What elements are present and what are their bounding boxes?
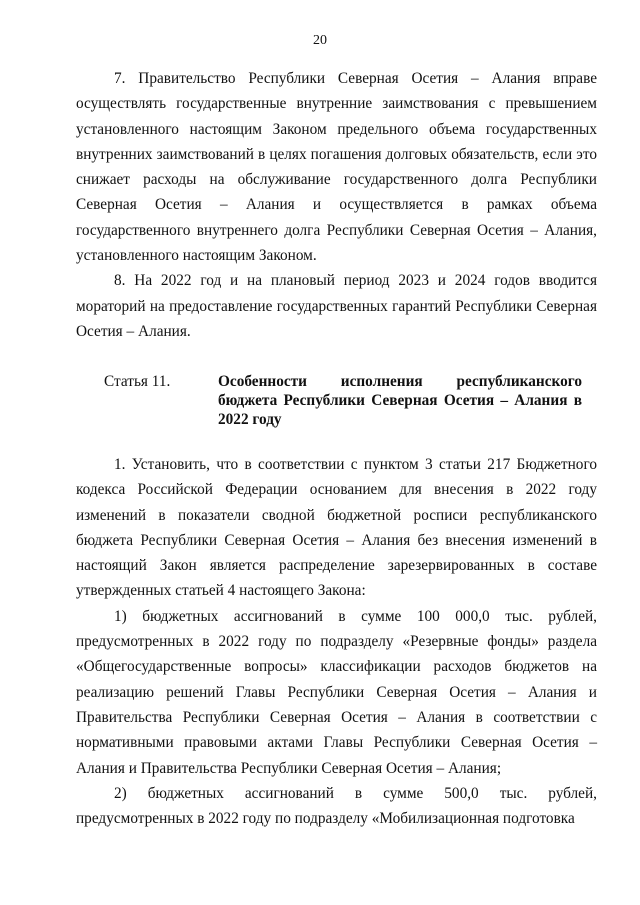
paragraph-7: 7. Правительство Республики Северная Осетия – Алания вправе осуществлять государственные внутренние заимствования с превышением установленного настоящим Законом предельного объема государственных внутренних заимствований в целях погашения долговых обязательств, если это снижает расходы на обслуживание государственного долга Республики Северная Осетия – Алания и осуществляется в рамках объема государственного внутреннего долга Республики Северная Осетия – Алания, установленного настоящим Законом. xyxy=(76,70,597,265)
paragraph-8: 8. На 2022 год и на плановый период 2023 и 2024 годов вводится мораторий на предоставление государственных гарантий Республики Северная Осетия – Алания. xyxy=(76,272,597,340)
article-item-2: 2) бюджетных ассигнований в сумме 500,0 тыс. рублей, предусмотренных в 2022 году по подразделу «Мобилизационная подготовка xyxy=(76,784,597,828)
text-block-article xyxy=(76,452,597,831)
article-item-1: 1) бюджетных ассигнований в сумме 100 000,0 тыс. рублей, предусмотренных в 2022 году по подразделу «Резервные фонды» раздела «Общегосударственные вопросы» классификации расходов бюджетов на реализацию решений Главы Республики Северная Осетия – Алания и Правительства Республики Северная Осетия – Алания в соответствии с нормативными правовыми актами Главы Республики Северная Осетия – Алания и Правительства Республики Северная Осетия – Алания; xyxy=(76,607,597,777)
article-title: Особенности исполнения республиканского бюджета Республики Северная Осетия – Алания в 2022 году xyxy=(218,373,582,428)
text-block-top xyxy=(76,66,597,344)
page-number: 20 xyxy=(313,33,327,48)
article-paragraph-1: 1. Установить, что в соответствии с пунктом 3 статьи 217 Бюджетного кодекса Российской Федерации основанием для внесения в 2022 году изменений в показатели сводной бюджетной росписи республиканского бюджета Республики Северная Осетия – Алания без внесения изменений в настоящий Закон является распределение зарезервированных в составе утвержденных статьей 4 настоящего Закона: xyxy=(76,456,597,600)
article-label: Статья 11. xyxy=(104,373,171,390)
